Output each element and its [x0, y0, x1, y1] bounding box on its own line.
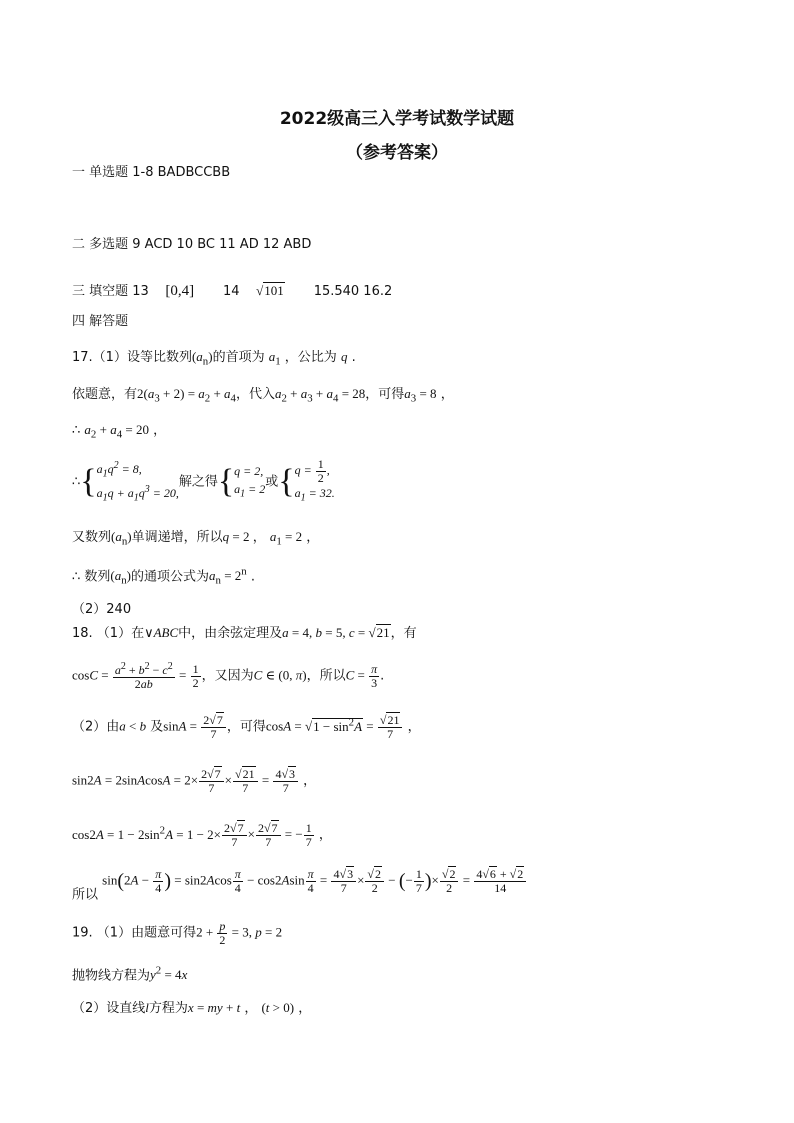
p19-line2: 抛物线方程为$y^2 = 4x$ — [72, 965, 188, 984]
p18-line5: $\cos 2A = 1 - 2\sin^2A = 1 - 2\times$ $\frac{2√7}{7}$ × $\frac{2√7}{7}$ = − $\frac{1}{7}$ ， — [72, 821, 332, 849]
p19-line1: 19. （1）由题意可得2 + $\frac{p}{2}$ = 3, p = 2 — [72, 919, 283, 947]
fill-blank-answers: 三 填空题 13 [0,4] 14 √101 15.540 16.2 — [72, 283, 393, 299]
section-four-heading: 四 解答题 — [72, 314, 129, 329]
p18-line2: cosC = $\frac{a^2 + b^2 - c^2}{2ab}$ = $\frac{1}{2}$ ，又因为C ∈ (0, π)，所以C = $\frac{\pi}{3}$ . — [72, 661, 385, 691]
p17-line3: ∴ $a_2 + a_4 = 20$ ， — [72, 422, 167, 441]
p17-line2: 依题意，有$2(a_3 + 2) = a_2 + a_4$，代入$a_2 + a_3 + a_4 = 28$，可得$a_3 = 8$ ， — [72, 386, 454, 405]
p17-part2: （2）240 — [72, 602, 132, 617]
p17-line5: 又数列$(a_n)$单调递增，所以q = 2 ， $a_1 = 2$ ， — [72, 529, 320, 548]
p17-system: $\therefore\{a_1q^2 = 8$, $a_1q + a_1q^3 = 20$,解之得{q = 2, $a_1 = 2$或{q = $\frac{1}{2}$ , $a_1 = 32$. — [72, 457, 335, 504]
page-title: 2022级高三入学考试数学试题 — [279, 109, 515, 129]
p18-line6: 所以 sin(2A − $\frac{\pi}{4}$ ) = sin2Acos $\frac{\pi}{4}$ − cos2Asin $\frac{\pi}{4}$ = $\frac{4√3}{7}$ × $\frac{√2}{2}$ − (− $\frac{1}{7}$ )× $\frac{√2}{2}$ = $\frac{4√6 + √2}{14}$ — [72, 868, 527, 902]
p17-line6: ∴ 数列$(a_n)$的通项公式为$a_n = 2^n$ . — [72, 566, 255, 587]
p18-line4: sin2A = 2sinAcosA = 2× $\frac{2√7}{7}$ × $\frac{√21}{7}$ = $\frac{4√3}{7}$ ， — [72, 767, 317, 795]
p18-line1: 18. （1）在∨ABC中，由余弦定理及a = 4, b = 5, c = √21，有 — [72, 625, 417, 641]
multi-choice-answers: 二 多选题 9 ACD 10 BC 11 AD 12 ABD — [72, 237, 312, 252]
p17-line1: 17.（1）设等比数列$(a_n)$的首项为 $a_1$ ，公比为 q . — [72, 349, 356, 368]
p19-line3: （2）设直线l方程为x = my + t ， (t > 0) ， — [72, 1000, 312, 1016]
single-choice-answers: 一 单选题 1-8 BADBCCBB — [72, 165, 231, 180]
p18-line3: （2）由a < b 及sinA = $\frac{2√7}{7}$ ，可得$\cos A = √1 - \sin^2A$ = $\frac{√21}{7}$ ， — [72, 713, 421, 741]
page-subtitle: （参考答案） — [346, 143, 448, 163]
